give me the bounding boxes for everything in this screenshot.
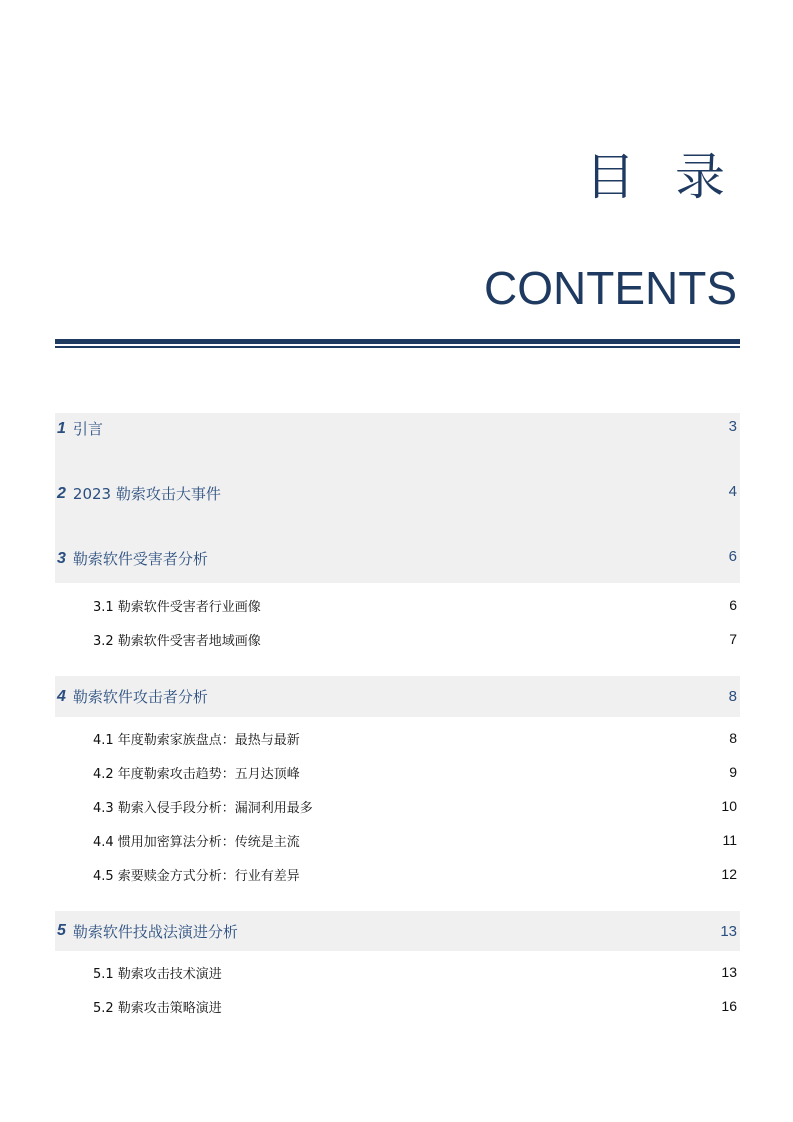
section-title: 3.2 勒索软件受害者地域画像 — [93, 633, 261, 649]
toc-section-5-2[interactable] — [55, 989, 740, 1023]
section-page-number: 16 — [721, 998, 737, 1014]
chapter-title: 勒索软件受害者分析 — [72, 550, 208, 568]
toc-section-3-1[interactable] — [55, 588, 740, 622]
section-page-number: 6 — [729, 597, 737, 613]
section-page-number: 9 — [729, 764, 737, 780]
toc-chapter-5[interactable] — [55, 911, 740, 951]
toc-section-4-4[interactable] — [55, 823, 740, 857]
toc-section-3-2[interactable] — [55, 622, 740, 656]
title-divider-thick — [55, 339, 740, 344]
toc-section-4-2[interactable] — [55, 755, 740, 789]
section-page-number: 8 — [729, 730, 737, 746]
title-divider-thin — [55, 346, 740, 348]
toc-chapter-4[interactable] — [55, 676, 740, 717]
section-title: 4.3 勒索入侵手段分析：漏洞利用最多 — [93, 800, 313, 816]
section-title: 5.2 勒索攻击策略演进 — [93, 1000, 222, 1016]
chapter-number: 4 — [57, 687, 66, 705]
section-title: 4.5 索要赎金方式分析：行业有差异 — [93, 868, 300, 884]
chapter-title: 2023 勒索攻击大事件 — [72, 485, 221, 503]
section-page-number: 10 — [721, 798, 737, 814]
chapter-page-number: 8 — [728, 688, 737, 705]
toc-chapter-2[interactable] — [55, 478, 740, 543]
toc-chapter-1[interactable] — [55, 413, 740, 478]
toc-section-4-3[interactable] — [55, 789, 740, 823]
chapter-title: 引言 — [72, 420, 103, 438]
page-title-en: CONTENTS — [484, 262, 737, 314]
section-title: 3.1 勒索软件受害者行业画像 — [93, 599, 261, 615]
section-title: 4.2 年度勒索攻击趋势：五月达顶峰 — [93, 766, 300, 782]
section-page-number: 11 — [722, 832, 737, 848]
chapter-number: 2 — [57, 484, 66, 502]
section-page-number: 7 — [729, 631, 737, 647]
chapter-number: 3 — [57, 549, 66, 567]
chapter-number: 1 — [57, 419, 66, 437]
toc-section-5-1[interactable] — [55, 955, 740, 989]
chapter-page-number: 13 — [720, 922, 737, 940]
page-title-cn: 目 录 — [585, 148, 737, 206]
chapter-number: 5 — [57, 922, 66, 939]
section-page-number: 12 — [721, 866, 737, 882]
chapter-page-number: 4 — [728, 483, 737, 500]
section-title: 5.1 勒索攻击技术演进 — [93, 966, 222, 982]
chapter-page-number: 3 — [728, 418, 737, 435]
section-title: 4.4 惯用加密算法分析：传统是主流 — [93, 834, 300, 850]
toc-chapter-3[interactable] — [55, 543, 740, 583]
toc-section-4-5[interactable] — [55, 857, 740, 891]
section-title: 4.1 年度勒索家族盘点：最热与最新 — [93, 732, 300, 748]
section-page-number: 13 — [721, 964, 737, 980]
table-of-contents — [55, 413, 740, 1023]
toc-section-4-1[interactable] — [55, 721, 740, 755]
chapter-title: 勒索软件技战法演进分析 — [72, 922, 238, 941]
chapter-page-number: 6 — [728, 548, 737, 565]
chapter-title: 勒索软件攻击者分析 — [72, 688, 208, 706]
